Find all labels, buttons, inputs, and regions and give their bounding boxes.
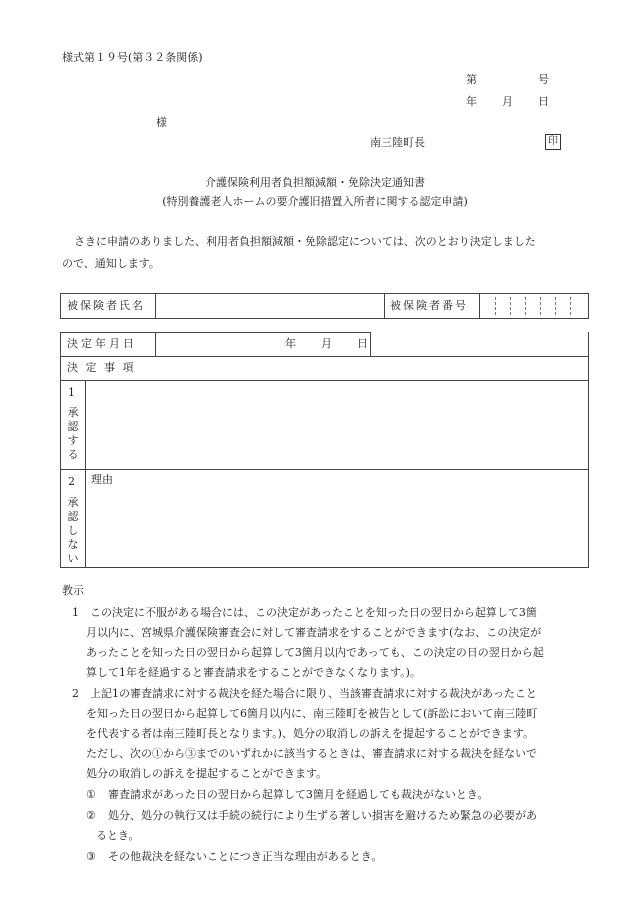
- sub-item-3-text: その他裁決を経ないことにつき正当な理由があるとき。: [108, 850, 383, 863]
- sub-item-2-line-1: 処分、処分の執行又は手続の続行により生ずる著しい損害を避けるため緊急の必要があ: [108, 809, 537, 822]
- instruction-1-line: 月以内に、宮城県介護保険審査会に対して審査請求をすることができます(なお、この決定が: [86, 626, 542, 639]
- decision-table: [60, 332, 589, 568]
- instruction-2-line: 処分の取消しの訴えを提起することができます。: [86, 767, 328, 780]
- decision-date-label: 決定年月日: [67, 337, 137, 350]
- reject-label: 承認しない: [67, 496, 79, 565]
- instruction-1-line: 算して1年を経過すると審査請求をすることができなくなります。)。: [86, 666, 421, 679]
- instructions-heading: 教示: [62, 584, 84, 597]
- approve-label: 承認する: [67, 406, 79, 461]
- sub-item-3-mark: ③: [86, 850, 96, 863]
- sub-item-1-mark: ①: [86, 788, 96, 801]
- intro-line-2: ので、通知します。: [62, 257, 160, 270]
- document-subtitle: (特別養護老人ホームの要介護旧措置入所者に関する認定申請): [162, 195, 468, 208]
- sub-item-1-text: 審査請求があった日の翌日から起算して3箇月を経過しても裁決がないとき。: [108, 788, 489, 801]
- doc-number-suffix: 号: [538, 73, 549, 86]
- issue-date-year: 年: [466, 95, 477, 108]
- insured-name-field[interactable]: [156, 294, 384, 318]
- decision-date-year: 年: [285, 337, 296, 350]
- instruction-2-number: 2: [72, 687, 79, 700]
- reject-number: 2: [68, 475, 75, 488]
- instruction-2-line: を知った日の翌日から起算して6箇月以内に、南三陸町を被告として(訴訟において南三陸町: [86, 707, 538, 720]
- decision-items-label: 決 定 事 項: [67, 361, 136, 374]
- approve-content-field[interactable]: [86, 381, 588, 469]
- insured-number-field[interactable]: [480, 294, 588, 318]
- issue-date-month: 月: [502, 95, 513, 108]
- issue-date-day: 日: [538, 95, 549, 108]
- issuer-name: 南三陸町長: [370, 136, 425, 149]
- sub-item-2-line-2: るとき。: [96, 829, 140, 842]
- instruction-2-line: 上記1の審査請求に対する裁決を経た場合に限り、当該審査請求に対する裁決があったこと: [90, 687, 537, 700]
- decision-date-day: 日: [357, 337, 368, 350]
- form-number: 様式第１９号(第３２条関係): [62, 51, 203, 64]
- doc-number-prefix: 第: [466, 73, 477, 86]
- insured-number-label: 被保険者番号: [390, 299, 468, 312]
- insured-name-label: 被保険者氏名: [67, 299, 145, 312]
- addressee-suffix: 様: [156, 116, 167, 129]
- instruction-1-line: あったことを知った日の翌日から起算して3箇月以内であっても、この決定の日の翌日から起: [86, 646, 544, 659]
- seal-mark: 印: [545, 134, 561, 150]
- instruction-2-line: を代表する者は南三陸町長となります。)、処分の取消しの訴えを提起することができます。: [86, 727, 535, 740]
- instruction-2-line: ただし、次の①から③までのいずれかに該当するときは、審査請求に対する裁決を経ないで: [86, 747, 537, 760]
- approve-number: 1: [68, 386, 75, 399]
- instruction-1-number: 1: [72, 606, 79, 619]
- document-title: 介護保険利用者負担額減額・免除決定通知書: [205, 176, 425, 189]
- insured-info-table: [60, 293, 589, 319]
- sub-item-2-mark: ②: [86, 809, 96, 822]
- instruction-1-line: この決定に不服がある場合には、この決定があったことを知った日の翌日から起算して3箇: [90, 606, 537, 619]
- reason-label: 理由: [91, 473, 113, 486]
- decision-date-month: 月: [321, 337, 332, 350]
- decision-date-field[interactable]: [156, 332, 370, 356]
- intro-line-1: さきに申請のありました、利用者負担額減額・免除認定については、次のとおり決定しました: [74, 235, 536, 248]
- reason-content-field[interactable]: [86, 488, 588, 566]
